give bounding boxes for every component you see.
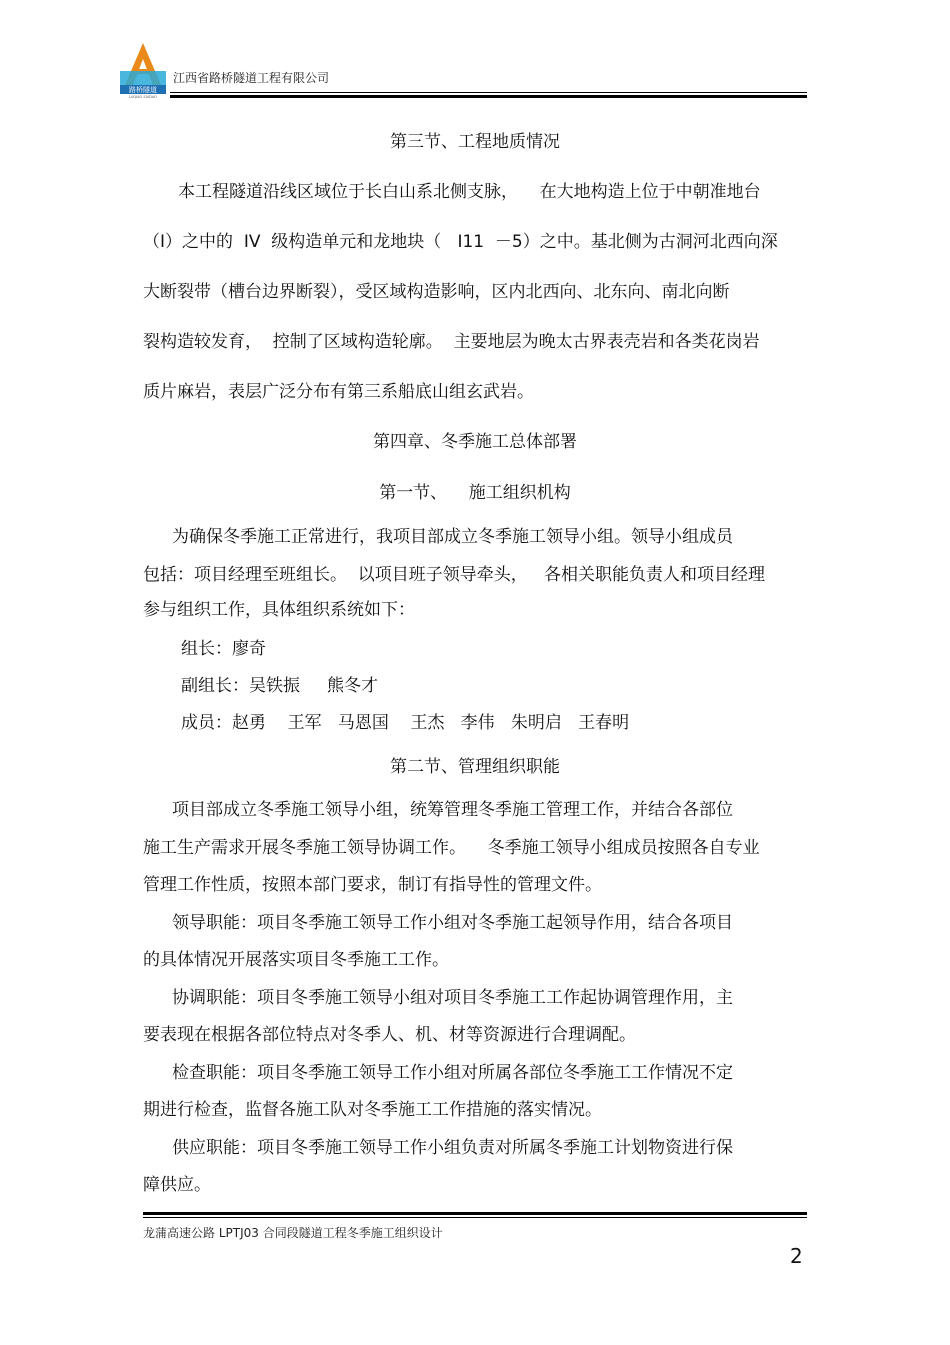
svg-text:路桥隧道: 路桥隧道: [129, 86, 157, 94]
paragraph-line: 的具体情况开展落实项目冬季施工工作。: [143, 950, 449, 970]
member-line: 成员：赵勇 王军 马恩国 王杰 李伟 朱明启 王春明: [181, 713, 630, 733]
paragraph-line: 质片麻岩，表层广泛分布有第三系船底山组玄武岩。: [143, 382, 534, 402]
paragraph-line: 供应职能：项目冬季施工领导工作小组负责对所属冬季施工计划物资进行保: [172, 1138, 733, 1158]
paragraph-line: 项目部成立冬季施工领导小组，统筹管理冬季施工管理工作，并结合各部位: [172, 800, 733, 820]
paragraph-line: 包括：项目经理至班组长。 以项目班子领导牵头， 各相关职能负责人和项目经理: [143, 565, 766, 585]
paragraph-line: 领导职能：项目冬季施工领导工作小组对冬季施工起领导作用，结合各项目: [172, 913, 733, 933]
header-rule-thick: [170, 95, 807, 98]
paragraph-line: 裂构造较发育， 控制了区域构造轮廓。 主要地层为晚太古界表壳岩和各类花岗岩: [143, 332, 760, 352]
section-title-functions: 第二节、管理组织职能: [390, 757, 560, 777]
section-title-geology: 第三节、工程地质情况: [390, 132, 560, 152]
paragraph-line: 管理工作性质，按照本部门要求，制订有指导性的管理文件。: [143, 875, 602, 895]
footer-text: 龙蒲高速公路 LPTJ03 合同段隧道工程冬季施工组织设计: [143, 1226, 443, 1240]
paragraph-line: （I）之中的 IV 级构造单元和龙地块（ I11 －5）之中。基北侧为古洞河北西向深: [143, 232, 778, 252]
footer-rule-thin: [143, 1217, 807, 1218]
paragraph-line: 参与组织工作，具体组织系统如下：: [143, 600, 415, 620]
section-title-organization: 第一节、 施工组织机构: [379, 483, 571, 503]
svg-text:LUQIAO SUIDAO: LUQIAO SUIDAO: [129, 95, 157, 99]
paragraph-line: 为确保冬季施工正常进行，我项目部成立冬季施工领导小组。领导小组成员: [172, 527, 733, 547]
company-logo: [117, 41, 169, 99]
paragraph-line: 协调职能：项目冬季施工领导小组对项目冬季施工工作起协调管理作用，主: [172, 988, 733, 1008]
paragraph-line: 本工程隧道沿线区域位于长白山系北侧支脉， 在大地构造上位于中朝准地台: [178, 182, 761, 202]
member-line: 组长：廖奇: [181, 639, 266, 659]
paragraph-line: 检查职能：项目冬季施工领导工作小组对所属各部位冬季施工工作情况不定: [172, 1063, 733, 1083]
footer-rule-thick: [143, 1212, 807, 1215]
company-name: 江西省路桥隧道工程有限公司: [173, 71, 330, 85]
paragraph-line: 施工生产需求开展冬季施工领导协调工作。 冬季施工领导小组成员按照各自专业: [143, 838, 760, 858]
paragraph-line: 要表现在根据各部位特点对冬季人、机、材等资源进行合理调配。: [143, 1025, 636, 1045]
header-rule-thin: [170, 92, 807, 93]
paragraph-line: 障供应。: [143, 1175, 211, 1195]
paragraph-line: 大断裂带（槽台边界断裂），受区域构造影响，区内北西向、北东向、南北向断: [143, 282, 730, 302]
chapter-title: 第四章、冬季施工总体部署: [373, 432, 577, 452]
page-number: 2: [790, 1244, 803, 1268]
member-line: 副组长：吴铁振 熊冬才: [181, 676, 379, 696]
paragraph-line: 期进行检查，监督各施工队对冬季施工工作措施的落实情况。: [143, 1100, 602, 1120]
